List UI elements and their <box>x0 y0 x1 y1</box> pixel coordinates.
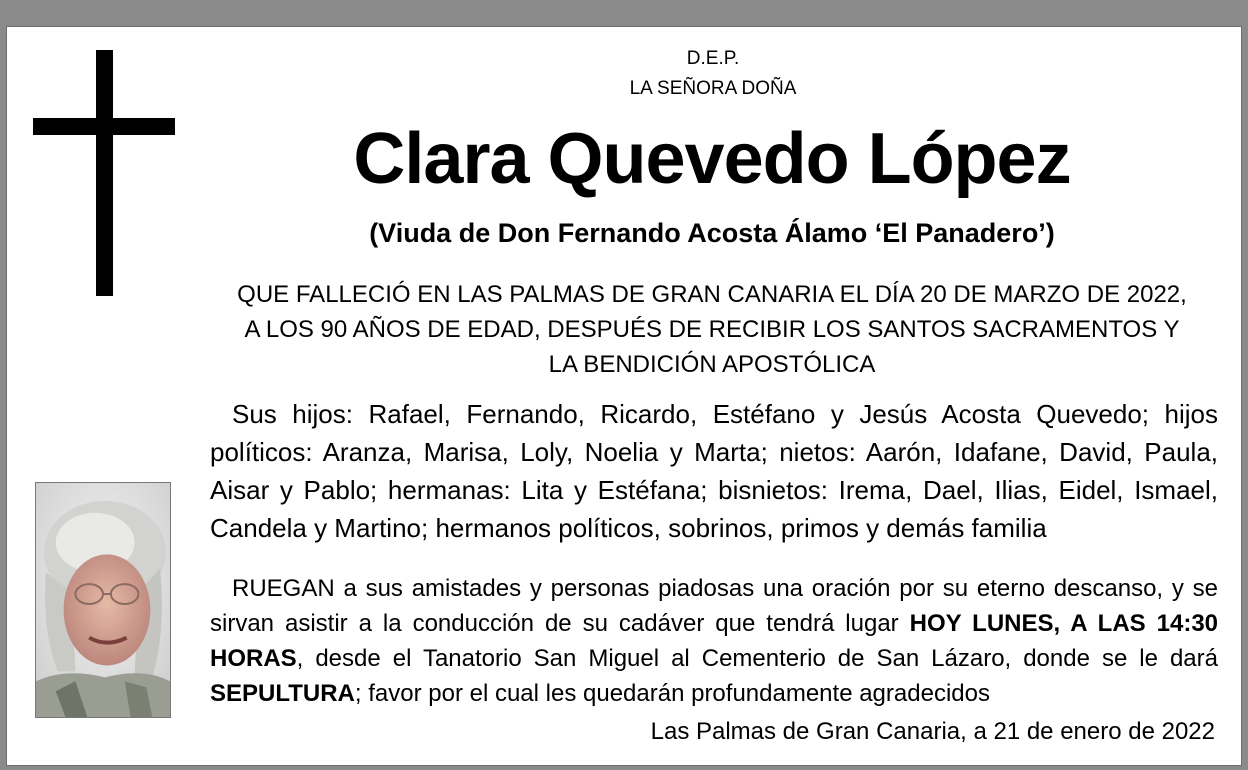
request-text: RUEGAN a sus amistades y personas piadosas una oración por su eterno descanso, y se sirvan asistir a la conducción de su cadáver que tendrá lugar <box>210 575 1218 637</box>
title-prefix: LA SEÑORA DOÑA <box>629 78 797 99</box>
portrait-image <box>36 483 170 717</box>
place-date: Las Palmas de Gran Canaria, a 21 de enero de 2022 <box>650 718 1215 745</box>
burial-label: SEPULTURA <box>210 680 355 707</box>
service-time: HOY LUNES, A LAS 14:30 HORAS <box>210 610 1219 672</box>
dep-heading: D.E.P. <box>686 48 740 69</box>
portrait-photo <box>35 482 171 718</box>
family-paragraph: Sus hijos: Rafael, Fernando, Ricardo, Estéfano y Jesús Acosta Quevedo; hijos políticos: Aranza, Marisa, Loly, Noelia y Marta; nietos: Aarón, Idafane, David, Paula, Aisar y Pablo; hermanas: Lita y Estéfana; bisnietos: Irema, Dael, Ilias, Eidel, Ismael, Candela y Martino; hermanos políticos, sobrinos, primos y demás familia <box>210 399 1218 543</box>
obituary-card <box>6 26 1242 766</box>
request-text: ; favor por el cual les quedarán profundamente agradecidos <box>354 680 990 707</box>
request-text: , desde el Tanatorio San Miguel al Cementerio de San Lázaro, donde se le dará <box>296 645 1218 672</box>
death-info-line: QUE FALLECIÓ EN LAS PALMAS DE GRAN CANARIA EL DÍA 20 DE MARZO DE 2022, <box>237 281 1187 308</box>
deceased-name: Clara Quevedo López <box>353 119 1071 199</box>
death-info-line: LA BENDICIÓN APOSTÓLICA <box>548 351 876 378</box>
widow-note: (Viuda de Don Fernando Acosta Álamo ‘El Panadero’) <box>369 218 1055 248</box>
death-info <box>207 277 1217 382</box>
request-paragraph <box>210 571 1218 711</box>
death-info-line: A LOS 90 AÑOS DE EDAD, DESPUÉS DE RECIBIR LOS SANTOS SACRAMENTOS Y <box>244 316 1180 343</box>
cross-icon-bar <box>33 118 175 135</box>
